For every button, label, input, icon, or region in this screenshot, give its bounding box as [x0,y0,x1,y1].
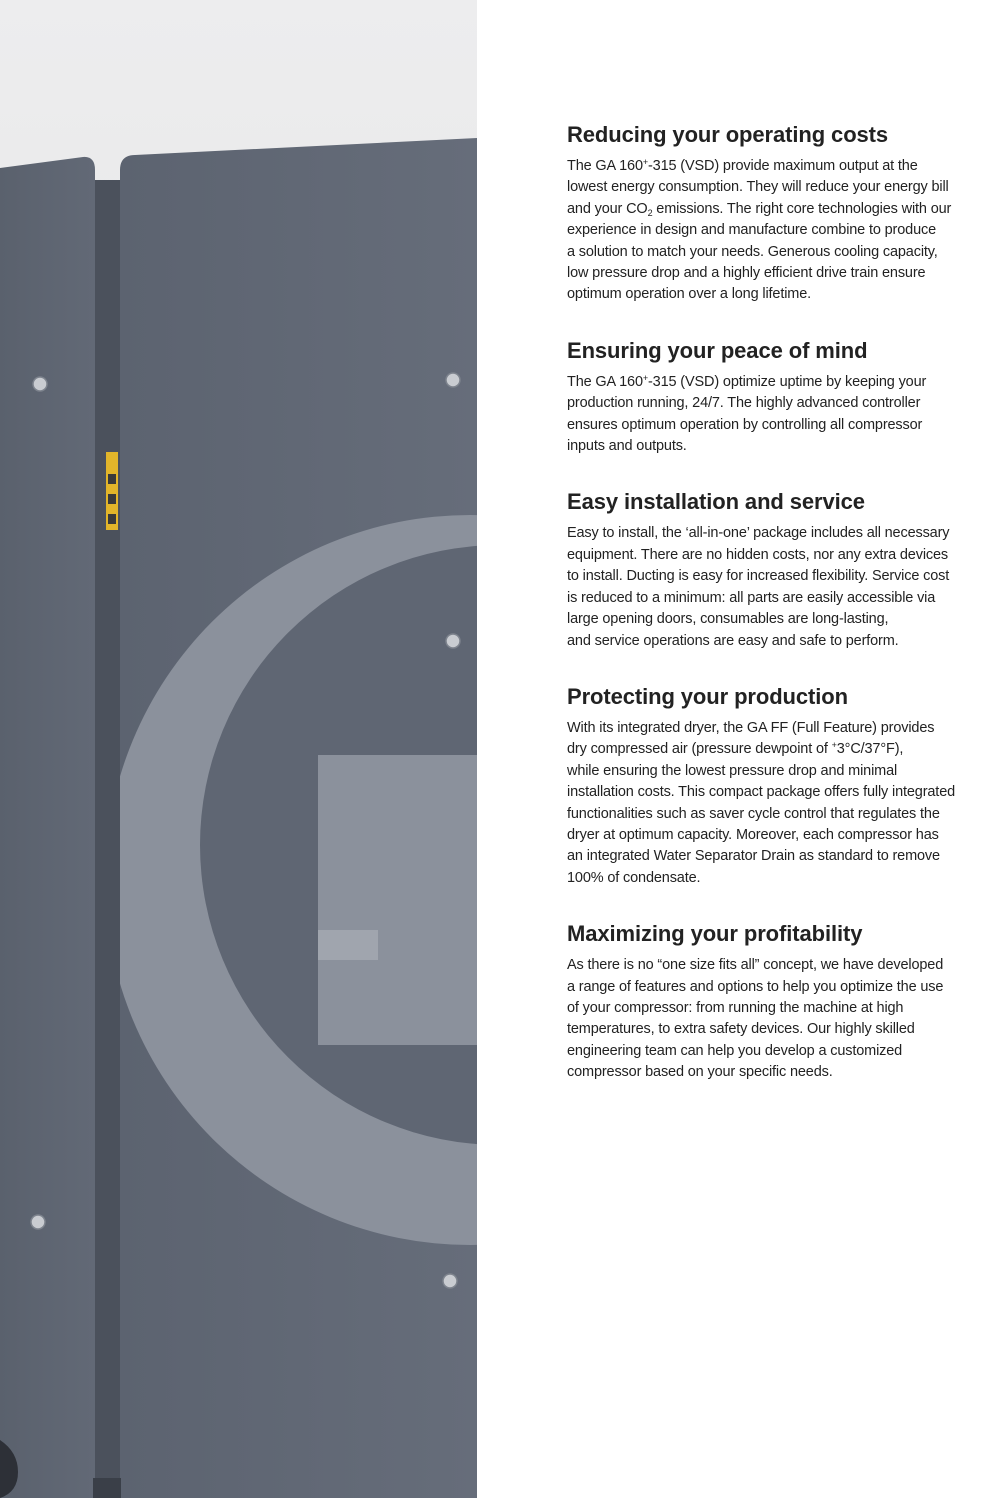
section-heading: Reducing your operating costs [567,122,889,147]
compressor-photo [0,0,477,1498]
panel-gap [93,180,121,1498]
section-body: The GA 160+-315 (VSD) optimize uptime by keeping your production running, 24/7. The highly advanced controller ensures optimum operation by controlling all compressor inputs and outputs. [567,372,927,455]
section-peace-of-mind [567,336,989,458]
section-heading: Easy installation and service [567,489,865,515]
left-panel [0,157,95,1498]
section-heading: Ensuring your peace of mind [567,337,868,363]
section-body: As there is no “one size fits all” concept, we have developed a range of features and options to help you optimize the use of your compressor: from running the machine at high temperatures, to extra safety devices. Our highly skilled engineering team can help you develop a customized compressor based on your specific needs. [567,957,944,1081]
section-heading: Maximizing your profitability [567,921,863,947]
section-heading: Protecting your production [567,683,848,709]
section-protecting-production [567,682,989,889]
section-profitability [567,919,989,1083]
section-installation-service [567,487,989,651]
text-column [567,120,989,1114]
section-body: Easy to install, the ‘all-in-one’ package includes all necessary equipment. There are no hidden costs, nor any extra devices to install. Ducting is easy for increased flexibility. Service cost is reduced to a minimum: all parts are easily accessible via large opening doors, consumables are long-lasting, and service operations are easy and safe to perform. [567,525,950,649]
section-body: The GA 160+-315 (VSD) provide maximum output at the lowest energy consumption. They will reduce your energy bill and your $CO_2$ emissions. The right core technologies with our experience in design and manufacture combine to produce a solution to match your needs. Generous cooling capacity, low pressure drop and a highly efficient drive train ensure optimum operation over a long lifetime. [567,157,952,303]
section-body: With its integrated dryer, the GA FF (Full Feature) provides dry compressed air (pressure dewpoint of +3°C/37°F), while ensuring the lowest pressure drop and minimal installation costs. This compact package offers fully integrated functionalities such as saver cycle control that regulates the dryer at optimum capacity. Moreover, each compressor has an integrated Water Separator Drain as standard to remove 100% of condensate. [567,719,956,886]
section-operating-costs [567,120,989,306]
